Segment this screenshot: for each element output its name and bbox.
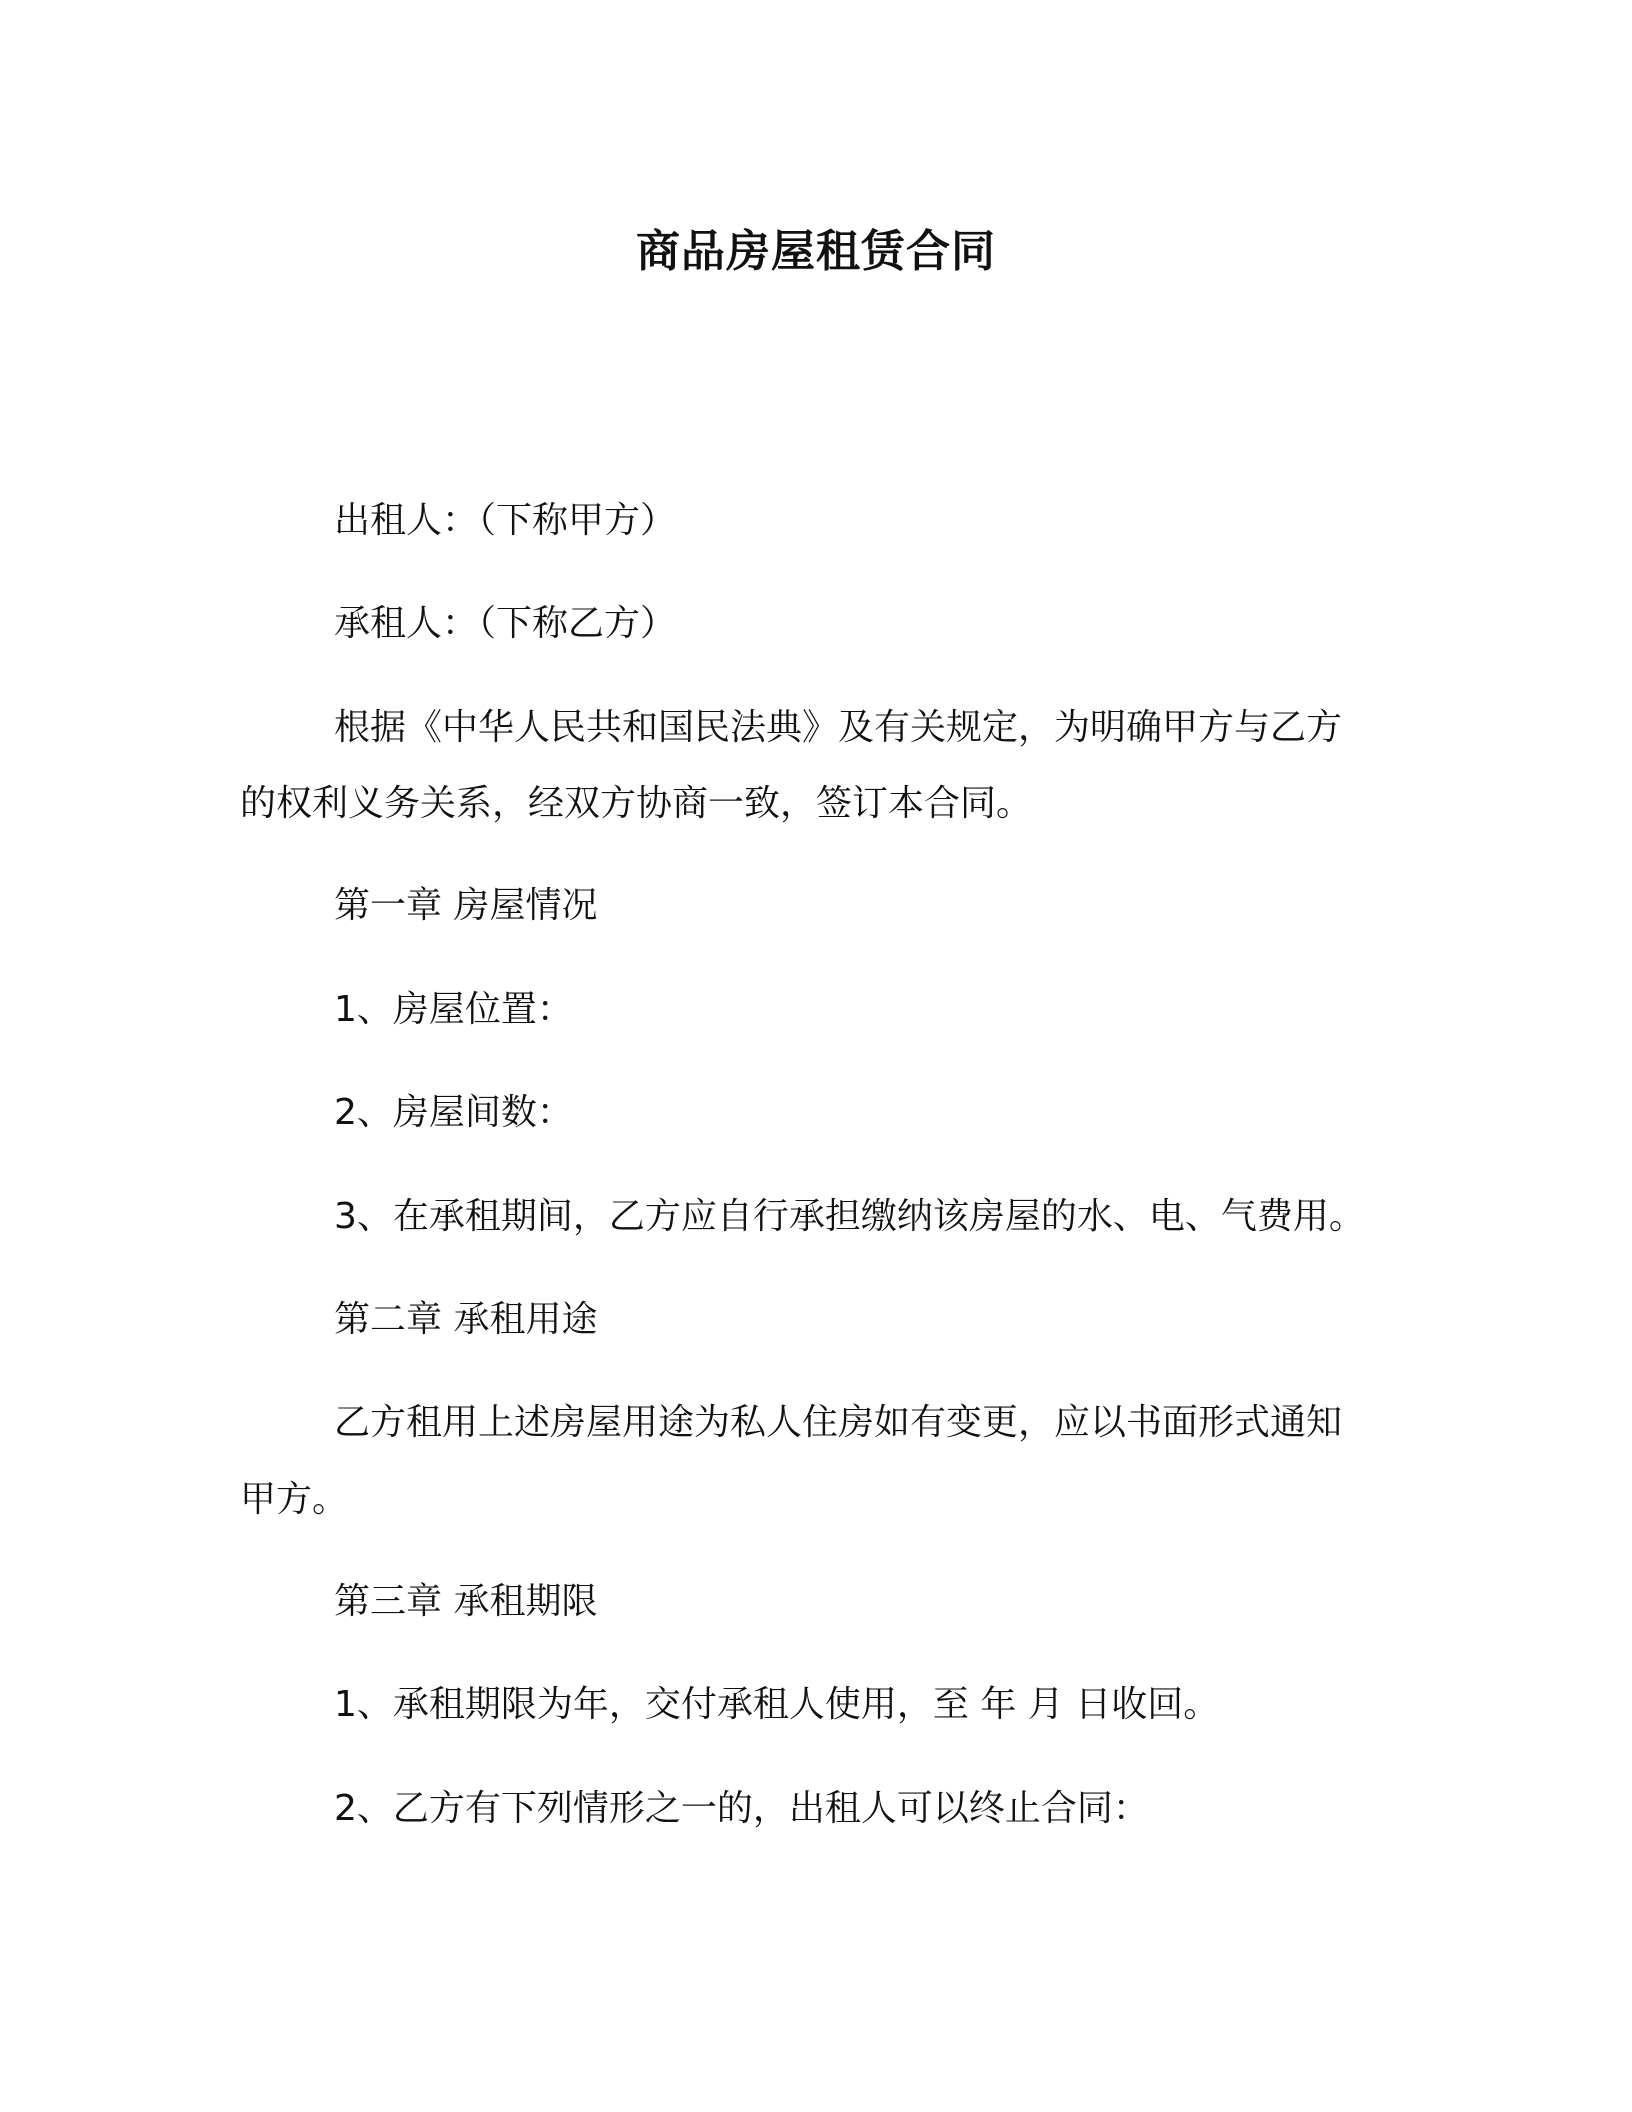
chapter-1-heading: 第一章 房屋情况	[334, 885, 598, 926]
chapter-3-heading: 第三章 承租期限	[334, 1581, 598, 1622]
lessee-line: 承租人：（下称乙方）	[334, 603, 677, 644]
preamble-line-2: 的权利义务关系，经双方协商一致，签订本合同。	[240, 783, 1033, 824]
chapter-2-body-line-2: 甲方。	[240, 1479, 349, 1520]
chapter-1-item-1: 1、房屋位置：	[334, 989, 573, 1030]
chapter-1-item-3: 3、在承租期间，乙方应自行承担缴纳该房屋的水、电、气费用。	[334, 1196, 1365, 1237]
document-title: 商品房屋租赁合同	[636, 226, 996, 277]
chapter-3-item-2: 2、乙方有下列情形之一的，出租人可以终止合同：	[334, 1788, 1149, 1829]
chapter-2-heading: 第二章 承租用途	[334, 1299, 598, 1340]
lessor-line: 出租人：（下称甲方）	[334, 500, 677, 541]
preamble-line-1: 根据《中华人民共和国民法典》及有关规定，为明确甲方与乙方	[334, 707, 1343, 748]
chapter-3-item-1: 1、承租期限为年，交付承租人使用，至 年 月 日收回。	[334, 1684, 1220, 1725]
chapter-2-body-line-1: 乙方租用上述房屋用途为私人住房如有变更，应以书面形式通知	[334, 1402, 1343, 1443]
chapter-1-item-2: 2、房屋间数：	[334, 1092, 573, 1133]
